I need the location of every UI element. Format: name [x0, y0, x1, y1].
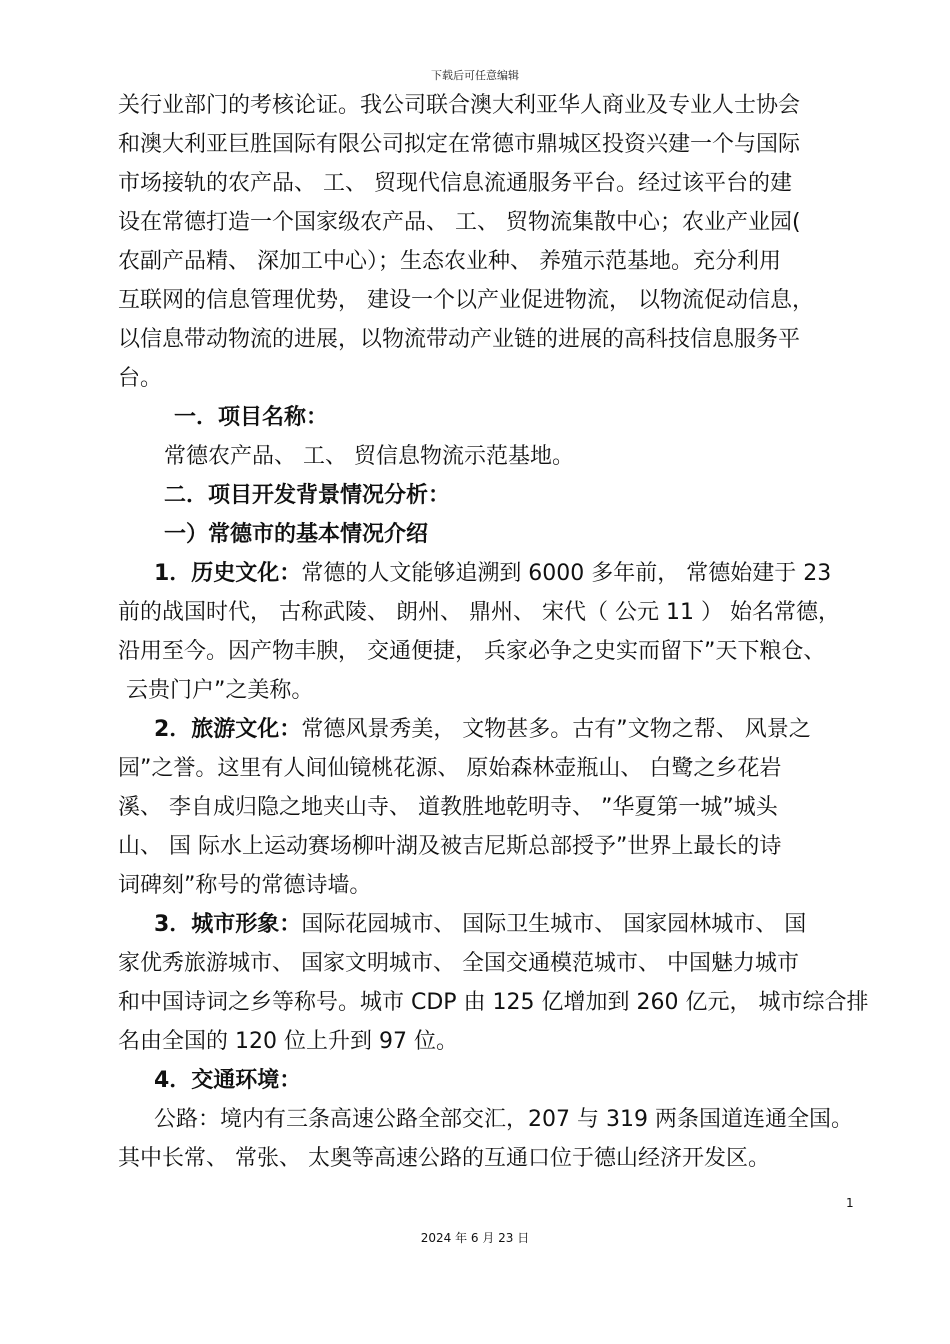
- section-1-body: 常德农产品、 工、 贸信息物流示范基地。: [164, 444, 574, 469]
- tourism-line-2: 园”之誉。这里有人间仙镜桃花源、 原始森林壶瓶山、 白鹭之乡花岩: [118, 756, 782, 781]
- intro-line-4: 设在常德打造一个国家级农产品、 工、 贸物流集散中心；农业产业园(: [118, 210, 801, 235]
- intro-line-3: 市场接轨的农产品、 工、 贸现代信息流通服务平台。经过该平台的建: [118, 171, 792, 196]
- intro-line-2: 和澳大利亚巨胜国际有限公司拟定在常德市鼎城区投资兴建一个与国际: [118, 132, 801, 157]
- subsection-1-title: 一）常德市的基本情况介绍: [164, 522, 429, 547]
- intro-line-5: 农副产品精、 深加工中心）；生态农业种、 养殖示范基地。充分利用: [118, 249, 781, 274]
- tourism-label: 2．旅游文化：: [154, 717, 302, 742]
- section-2-title: 二．项目开发背景情况分析：: [164, 483, 451, 508]
- tourism-line-4: 山、 国 际水上运动赛场柳叶湖及被吉尼斯总部授予”世界上最长的诗: [118, 834, 782, 859]
- document-body: [118, 86, 869, 1178]
- image-line-2: 家优秀旅游城市、 国家文明城市、 全国交通模范城市、 中国魅力城市: [118, 951, 799, 976]
- traffic-line-2: 其中长常、 常张、 太奥等高速公路的互通口位于德山经济开发区。: [118, 1146, 770, 1171]
- footer-date: 2024 年 6 月 23 日: [420, 1231, 530, 1245]
- image-line-4: 名由全国的 120 位上升到 97 位。: [118, 1029, 458, 1054]
- tourism-line-1: [118, 710, 858, 749]
- history-line-1: [118, 554, 858, 593]
- intro-line-6: 互联网的信息管理优势， 建设一个以产业促进物流， 以物流促动信息，: [118, 288, 814, 313]
- page-number: 1: [846, 1196, 854, 1210]
- history-text: 常德的人文能够追溯到 6000 多年前， 常德始建于 23: [301, 561, 832, 586]
- traffic-label: 4．交通环境：: [154, 1068, 302, 1093]
- history-line-4: 云贵门户”之美称。: [126, 678, 314, 703]
- intro-line-1: 关行业部门的考核论证。我公司联合澳大利亚华人商业及专业人士协会: [118, 93, 801, 118]
- image-line-1: [118, 905, 858, 944]
- intro-line-7: 以信息带动物流的进展，以物流带动产业链的进展的高科技信息服务平: [118, 327, 801, 352]
- image-line-3: 和中国诗词之乡等称号。城市 CDP 由 125 亿增加到 260 亿元， 城市综合排: [118, 990, 869, 1015]
- image-label: 3．城市形象：: [154, 912, 302, 937]
- history-line-2: 前的战国时代， 古称武陵、 朗州、 鼎州、 宋代（ 公元 11 ） 始名常德，: [118, 600, 840, 625]
- image-text: 国际花园城市、 国际卫生城市、 国家园林城市、 国: [301, 912, 807, 937]
- tourism-line-5: 词碑刻”称号的常德诗墙。: [118, 873, 372, 898]
- header-note: 下载后可任意编辑: [431, 69, 519, 82]
- history-label: 1．历史文化：: [154, 561, 302, 586]
- history-line-3: 沿用至今。因产物丰腴， 交通便捷， 兵家必争之史实而留下”天下粮仓、: [118, 639, 826, 664]
- tourism-line-3: 溪、 李自成归隐之地夹山寺、 道教胜地乾明寺、 ”华夏第一城”城头: [118, 795, 778, 820]
- tourism-text: 常德风景秀美， 文物甚多。古有”文物之帮、 风景之: [301, 717, 811, 742]
- traffic-line-1: 公路：境内有三条高速公路全部交汇，207 与 319 两条国道连通全国。: [154, 1107, 853, 1132]
- intro-line-8: 台。: [118, 366, 163, 391]
- section-1-title: 一．项目名称：: [174, 405, 329, 430]
